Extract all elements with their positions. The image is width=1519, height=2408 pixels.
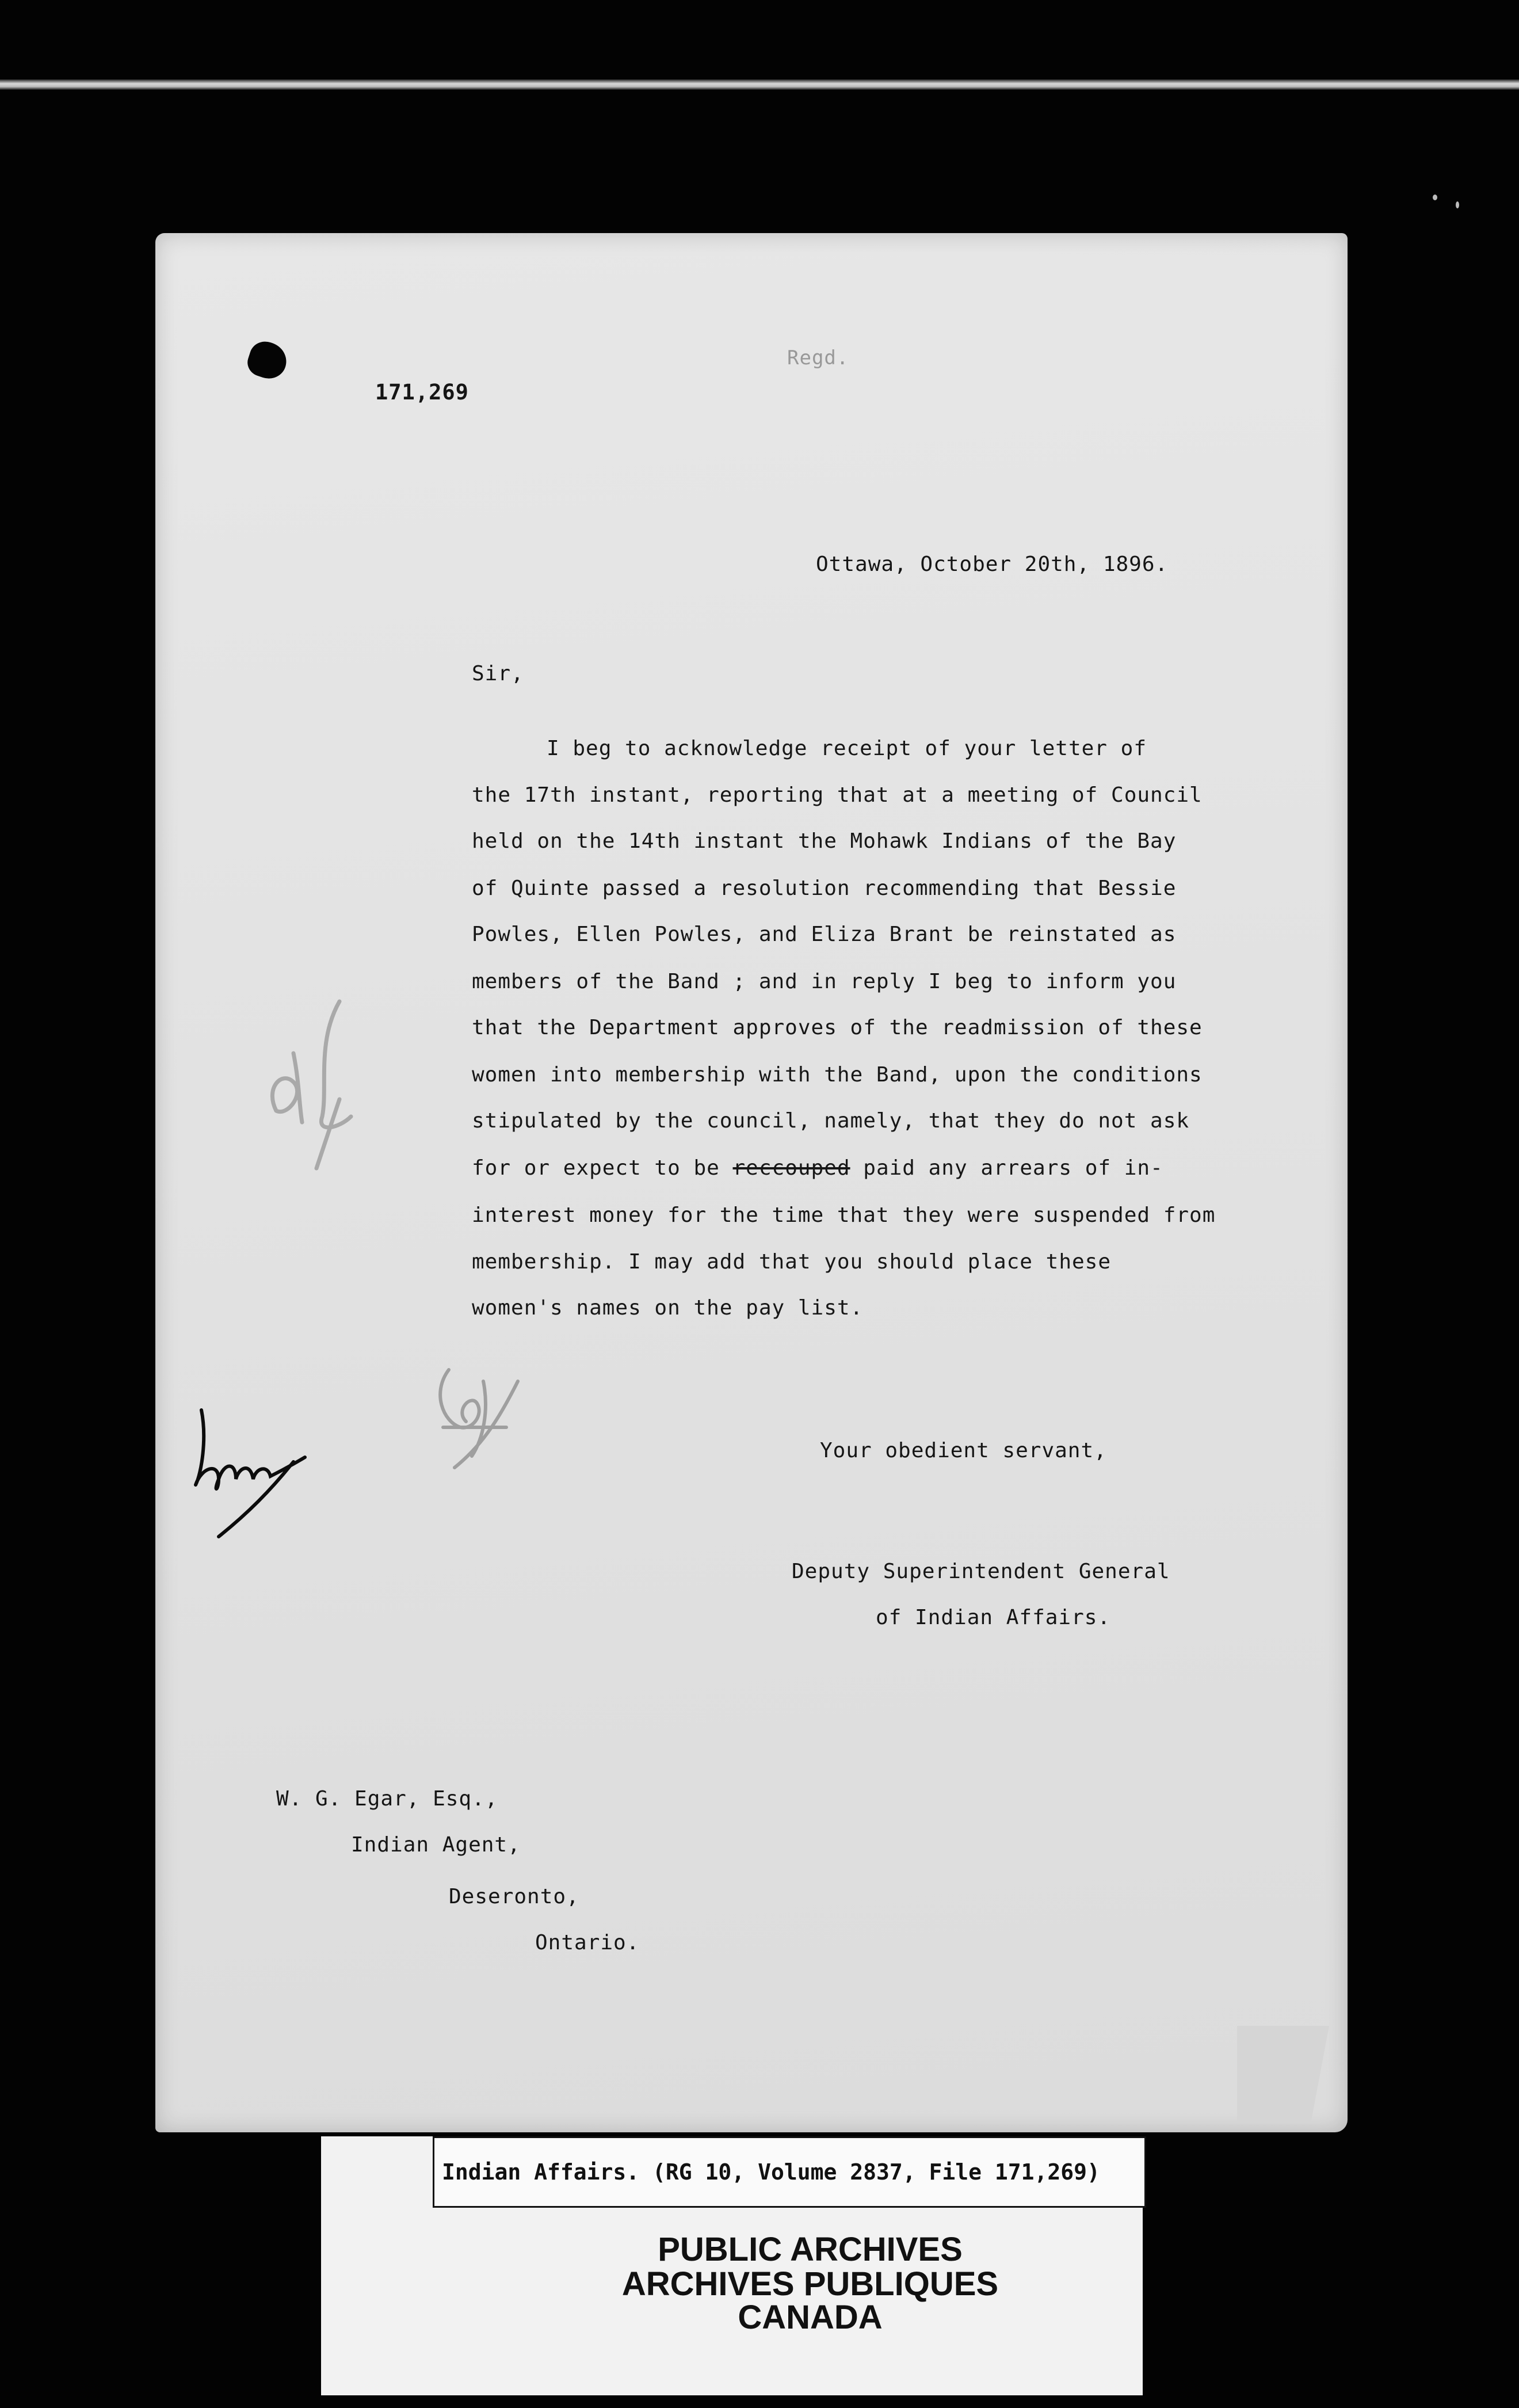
address-line: Indian Agent,: [351, 1833, 521, 1857]
dust-speck: [1456, 201, 1459, 208]
film-edge: [0, 79, 1519, 90]
signature-title-1: Deputy Superintendent General: [792, 1560, 1170, 1583]
body-line: stipulated by the council, namely, that they do not ask: [472, 1109, 1190, 1133]
body-line: I beg to acknowledge receipt of your letter of: [547, 737, 1147, 760]
archive-name-en: PUBLIC ARCHIVES: [658, 2231, 963, 2268]
body-line: women into membership with the Band, upon the conditions: [472, 1063, 1203, 1087]
file-number: 171,269: [375, 380, 469, 405]
salutation: Sir,: [472, 662, 524, 685]
body-line: membership. I may add that you should place these: [472, 1250, 1112, 1274]
body-line: that the Department approves of the readmission of these: [472, 1016, 1203, 1039]
dust-speck: [1433, 195, 1437, 200]
body-line: of Quinte passed a resolution recommending that Bessie: [472, 877, 1177, 900]
dateline: Ottawa, October 20th, 1896.: [816, 553, 1169, 576]
archive-name-fr: ARCHIVES PUBLIQUES: [621, 2265, 999, 2303]
body-line: the 17th instant, reporting that at a meeting of Council: [472, 783, 1203, 807]
registered-stamp: Regd.: [787, 346, 849, 369]
body-line: members of the Band ; and in reply I beg to inform you: [472, 970, 1177, 993]
initials-signature: [184, 1393, 322, 1542]
signature-title-2: of Indian Affairs.: [876, 1606, 1111, 1629]
faint-initials-mark: [420, 1358, 535, 1473]
body-line-end: paid any arrears of in-: [863, 1156, 1163, 1180]
archive-country: CANADA: [738, 2299, 883, 2336]
body-line: [472, 1158, 1163, 1179]
address-line: Ontario.: [535, 1931, 640, 1954]
body-line: women's names on the pay list.: [472, 1296, 864, 1320]
closing: Your obedient servant,: [820, 1439, 1107, 1462]
archive-reference: Indian Affairs. (RG 10, Volume 2837, File 171,269): [442, 2159, 1100, 2185]
body-line: held on the 14th instant the Mohawk Indians of the Bay: [472, 829, 1177, 853]
address-line: W. G. Egar, Esq.,: [276, 1787, 498, 1811]
address-line: Deseronto,: [449, 1885, 579, 1908]
struck-word: reccouped: [732, 1156, 850, 1180]
body-line: interest money for the time that they were suspended from: [472, 1203, 1216, 1227]
margin-initials-mark: [253, 984, 380, 1180]
body-line-start: for or expect to be: [472, 1156, 720, 1180]
letter-sheet: [155, 233, 1348, 2132]
body-line: Powles, Ellen Powles, and Eliza Brant be reinstated as: [472, 923, 1177, 946]
